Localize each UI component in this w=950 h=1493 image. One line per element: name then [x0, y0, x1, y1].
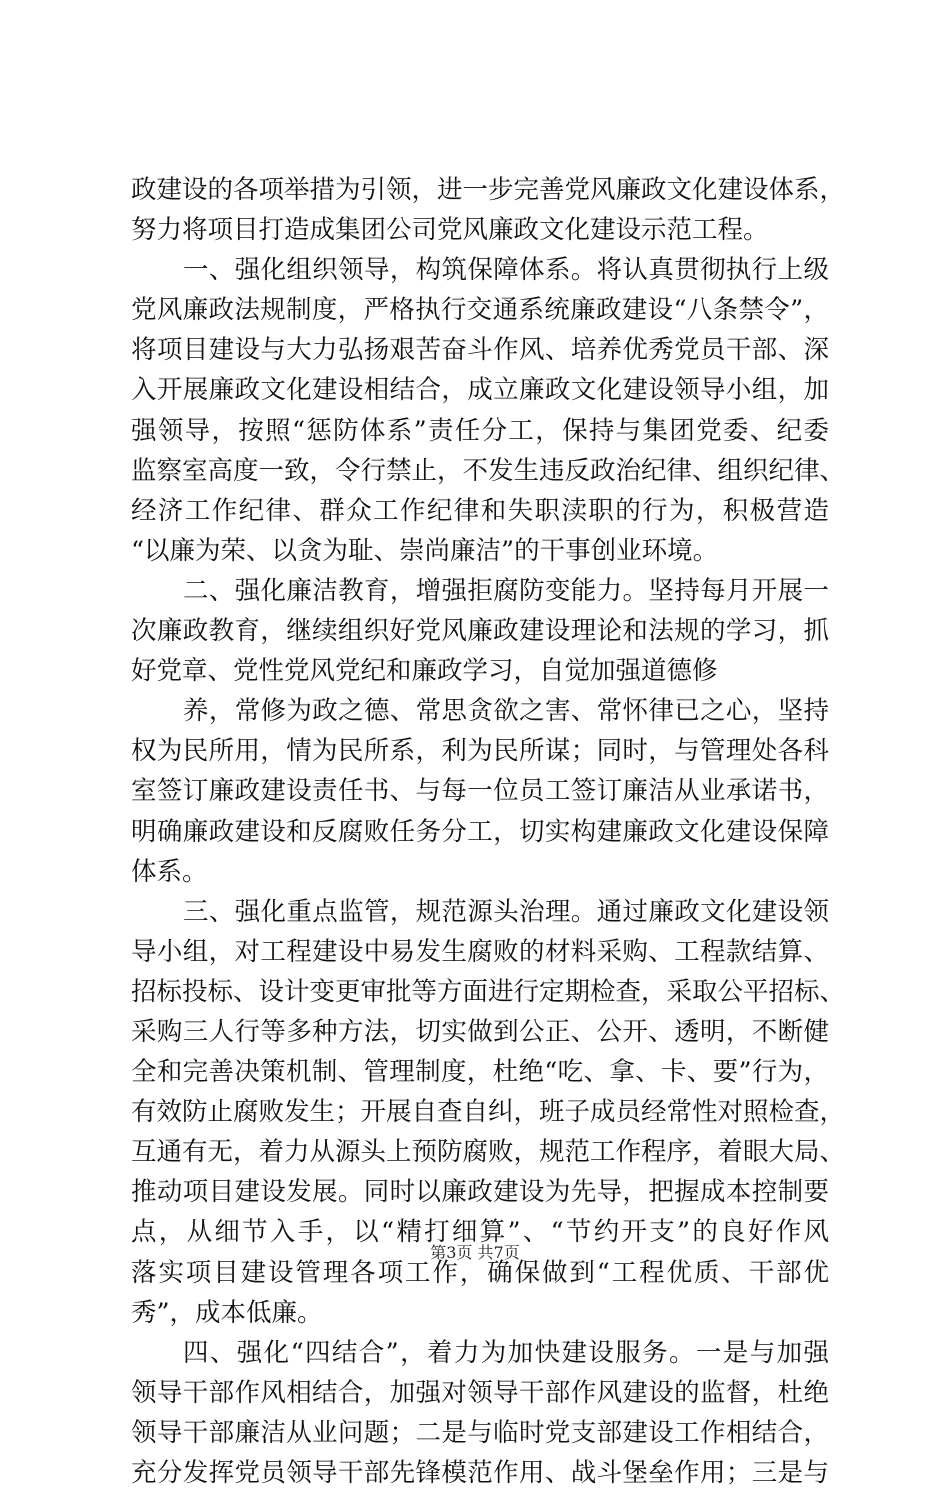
text-line: 领导干部廉洁从业问题；二是与临时党支部建设工作相结合，	[131, 1417, 829, 1448]
paragraph-heading-line: 二、强化廉洁教育，增强拒腐防变能力。坚持每月开展一	[183, 575, 829, 606]
text-line: 推动项目建设发展。同时以廉政建设为先导，把握成本控制要	[131, 1177, 829, 1208]
text-line: 互通有无，着力从源头上预防腐败，规范工作程序，着眼大局、	[131, 1137, 846, 1168]
document-body	[131, 170, 846, 1493]
text-line: 党风廉政法规制度，严格执行交通系统廉政建设“八条禁令”，	[131, 295, 829, 326]
paragraph-heading-line: 四、强化“四结合”，着力为加快建设服务。一是与加强	[183, 1337, 829, 1368]
text-line: 室签订廉政建设责任书、与每一位员工签订廉洁从业承诺书，	[131, 776, 829, 807]
page-footer	[0, 1243, 950, 1263]
text-line: 导小组，对工程建设中易发生腐败的材料采购、工程款结算、	[131, 936, 829, 967]
text-line: 点，从细节入手，以“精打细算”、“节约开支”的良好作风	[131, 1217, 829, 1248]
text-line: 好党章、党性党风党纪和廉政学习，自觉加强道德修	[131, 656, 718, 687]
text-line: 政建设的各项举措为引领，进一步完善党风廉政文化建设体系，	[131, 175, 846, 205]
page-number-label: 第3页 共7页	[430, 1243, 520, 1262]
text-line: 采购三人行等多种方法，切实做到公正、公开、透明，不断健	[131, 1016, 829, 1047]
text-line: 有效防止腐败发生；开展自查自纠，班子成员经常性对照检查，	[131, 1097, 846, 1128]
text-line: “以廉为荣、以贪为耻、崇尚廉洁”的干事创业环境。	[131, 535, 719, 566]
text-line: 养，常修为政之德、常思贪欲之害、常怀律已之心，坚持	[183, 696, 829, 727]
text-line: 体系。	[131, 856, 208, 887]
text-line: 充分发挥党员领导干部先锋模范作用、战斗堡垒作用；三是与	[131, 1458, 829, 1488]
text-line: 权为民所用，情为民所系，利为民所谋；同时，与管理处各科	[131, 736, 829, 767]
text-line: 落实项目建设管理各项工作，确保做到“工程优质、干部优	[131, 1257, 829, 1288]
paragraph-heading-line: 三、强化重点监管，规范源头治理。通过廉政文化建设领	[183, 896, 829, 927]
paragraph-heading-line: 一、强化组织领导，构筑保障体系。将认真贯彻执行上级	[183, 255, 829, 286]
text-line: 经济工作纪律、群众工作纪律和失职渎职的行为，积极营造	[131, 495, 829, 526]
text-line: 招标投标、设计变更审批等方面进行定期检查，采取公平招标、	[131, 976, 846, 1007]
text-line: 全和完善决策机制、管理制度，杜绝“吃、拿、卡、要”行为，	[131, 1057, 829, 1088]
text-line: 入开展廉政文化建设相结合，成立廉政文化建设领导小组，加	[131, 375, 829, 406]
text-line: 秀”，成本低廉。	[131, 1297, 323, 1328]
text-line: 领导干部作风相结合，加强对领导干部作风建设的监督，杜绝	[131, 1377, 829, 1408]
text-line: 强领导，按照“惩防体系”责任分工，保持与集团党委、纪委	[131, 415, 829, 446]
text-line: 将项目建设与大力弘扬艰苦奋斗作风、培养优秀党员干部、深	[131, 335, 829, 366]
text-line: 次廉政教育，继续组织好党风廉政建设理论和法规的学习，抓	[131, 616, 829, 647]
text-line: 监察室高度一致，令行禁止，不发生违反政治纪律、组织纪律、	[131, 455, 846, 486]
text-line: 努力将项目打造成集团公司党风廉政文化建设示范工程。	[131, 215, 769, 246]
text-line: 明确廉政建设和反腐败任务分工，切实构建廉政文化建设保障	[131, 816, 829, 847]
